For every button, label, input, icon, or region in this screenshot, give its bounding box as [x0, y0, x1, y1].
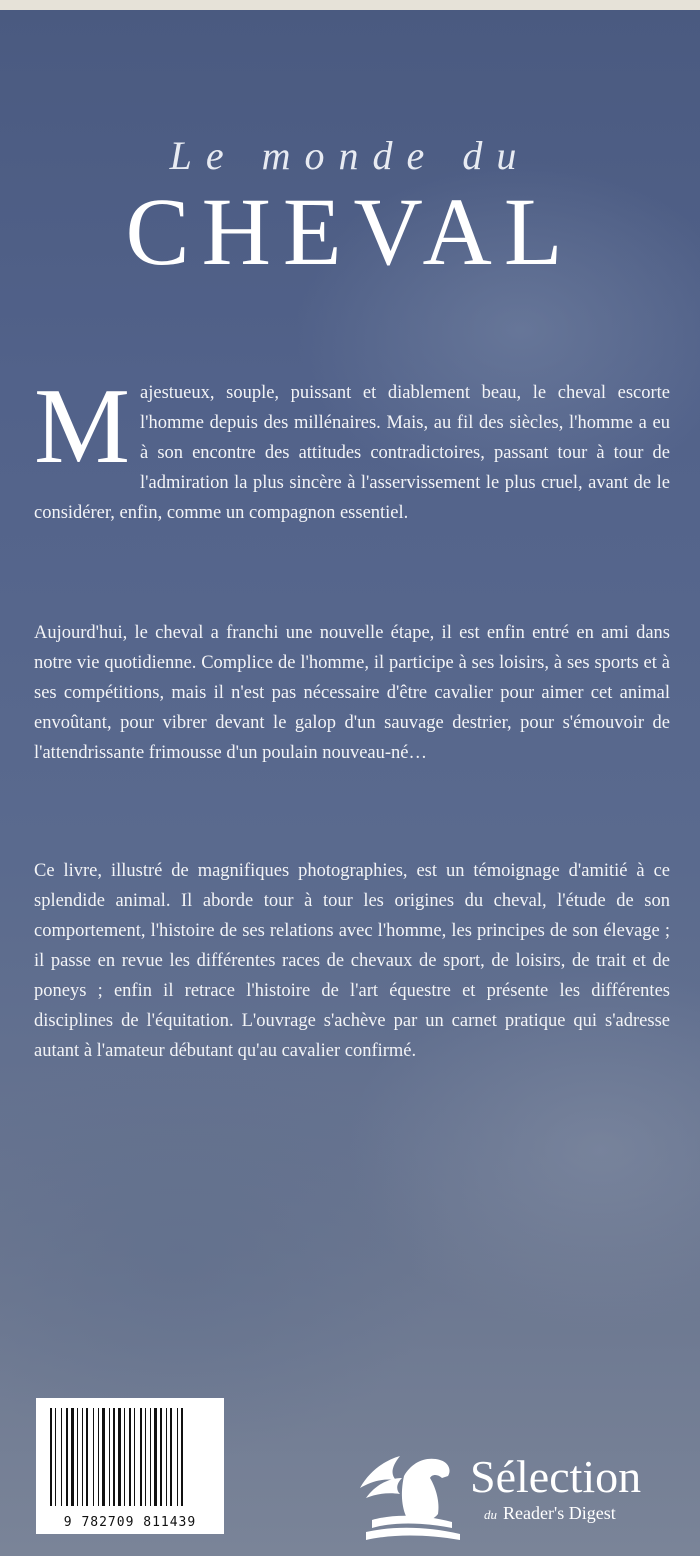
title-line-2: CHEVAL — [125, 178, 575, 285]
publisher-name: Sélection — [470, 1451, 642, 1502]
blurb-paragraph-2: Aujourd'hui, le cheval a franchi une nouvelle étape, il est enfin entré en ami dans notre vie quotidienne. Complice de l'homme, il participe à ses loisirs, à ses sports et à ses compétitions, mais il n'est pas nécessaire d'être cavalier pour aimer cet animal envoûtant, pour vibrer devant le galop d'un sauvage destrier, pour s'émouvoir de l'attendrissante frimousse d'un poulain nouveau-né… — [34, 623, 670, 763]
isbn-digits: 9 782709 811439 — [63, 1515, 197, 1530]
blurb-paragraph-3: Ce livre, illustré de magnifiques photographies, est un témoignage d'amitié à ce splendide animal. Il aborde tour à tour les origines du cheval, l'étude de son comportement, l'histoire de ses relations avec l'homme, les principes de son élevage ; il passe en revue les différentes races de chevaux de sport, de loisirs, de trait et de poneys ; enfin il retrace l'histoire de l'art équestre et présente les différentes disciplines de l'équitation. L'ouvrage s'achève par un carnet pratique qui s'adresse autant à l'amateur débutant qu'au cavalier confirmé. — [34, 861, 670, 1061]
barcode — [36, 1398, 224, 1534]
pegasus-icon — [352, 1448, 467, 1546]
title-line-1: Le monde du — [169, 133, 531, 178]
blurb-paragraph-1 — [34, 367, 670, 528]
publisher-logo — [352, 1448, 682, 1548]
barcode-bars — [50, 1408, 210, 1506]
blurb-paragraph-1-text: ajestueux, souple, puissant et diablement beau, le cheval escorte l'homme depuis des millénaires. Mais, au fil des siècles, l'homme a eu à son encontre des attitudes contradictoires, passant tour à tour de l'admiration la plus sincère à l'asservissement le plus cruel, avant de le considérer, enfin, comme un compagnon essentiel. — [34, 383, 670, 523]
publisher-sub: Reader's Digest — [503, 1503, 616, 1523]
drop-cap: M — [34, 367, 131, 486]
top-edge — [0, 0, 700, 10]
publisher-prefix: du — [484, 1507, 497, 1522]
publisher-subtitle — [484, 1504, 616, 1522]
